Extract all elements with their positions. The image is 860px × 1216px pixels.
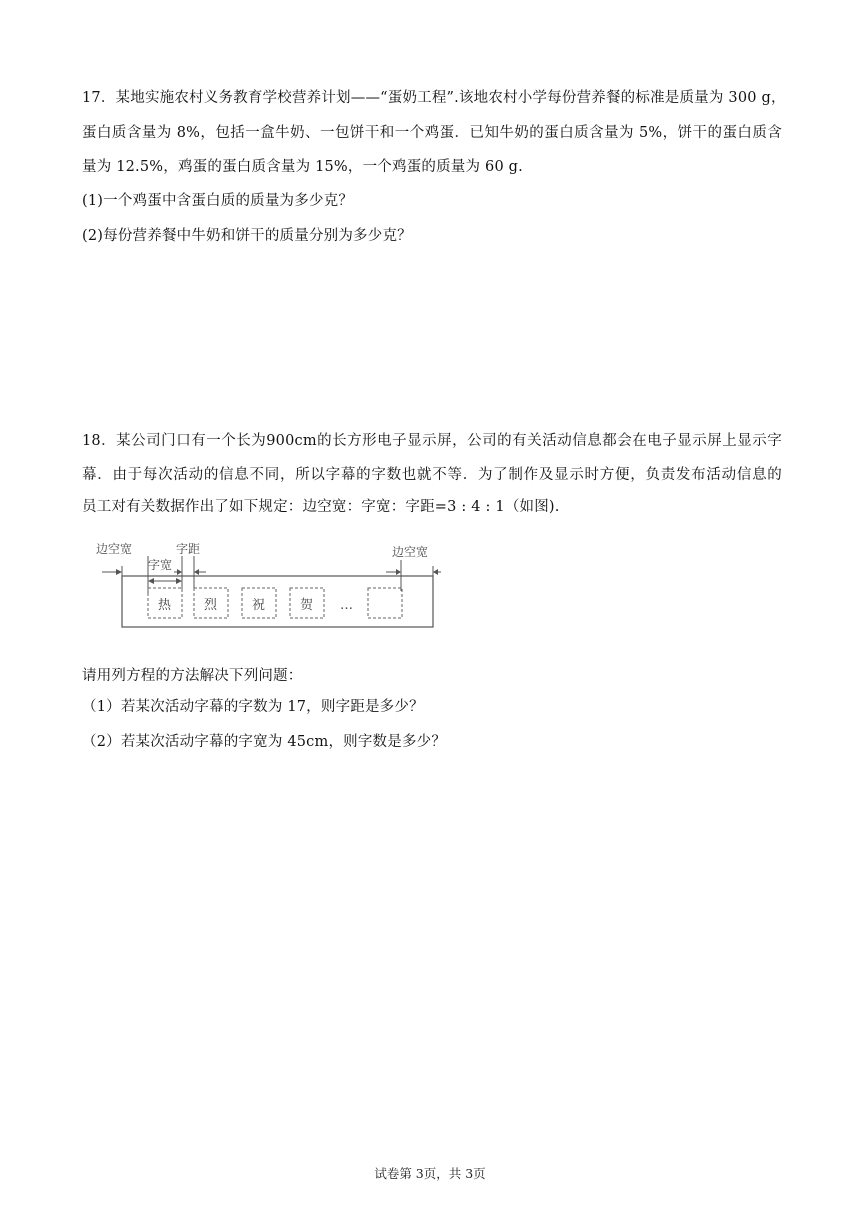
char-1: 热 (158, 598, 172, 613)
char-4: 贺 (300, 598, 314, 613)
char-ellipsis: … (340, 598, 353, 613)
q17-line-2: 蛋白质含量为 8%，包括一盒牛奶、一包饼干和一个鸡蛋．已知牛奶的蛋白质含量为 5%，饼干的蛋白质含 (82, 125, 782, 141)
q18-line-1: 18．某公司门口有一个长为900cm的长方形电子显示屏，公司的有关活动信息都会在电子显示屏上显示字 (82, 433, 782, 449)
char-2: 烈 (204, 598, 218, 613)
q17-line-3: 量为 12.5%，鸡蛋的蛋白质含量为 15%，一个鸡蛋的质量为 60 g. (82, 159, 523, 175)
q18-subquestion-1: （1）若某次活动字幕的字数为 17，则字距是多少？ (82, 699, 424, 715)
char-3: 祝 (252, 598, 266, 613)
q18-line-2: 幕．由于每次活动的信息不同，所以字幕的字数也就不等．为了制作及显示时方便，负责发布活动信息的 (82, 467, 782, 483)
q17-subquestion-1: (1)一个鸡蛋中含蛋白质的质量为多少克？ (82, 193, 354, 209)
label-margin-left: 边空宽 (96, 542, 133, 556)
q18-subquestion-2: （2）若某次活动字幕的字宽为 45cm，则字数是多少？ (82, 734, 447, 750)
screen-layout-figure (96, 536, 441, 636)
q18-line-3: 员工对有关数据作出了如下规定：边空宽：字宽：字距=3 : 4 : 1（如图). (82, 499, 560, 515)
q17-subquestion-2: (2)每份营养餐中牛奶和饼干的质量分别为多少克？ (82, 228, 412, 244)
label-char-spacing: 字距 (176, 542, 201, 556)
q17-line-1: 17．某地实施农村义务教育学校营养计划——“蛋奶工程”.该地农村小学每份营养餐的标准是质量为 300 g， (82, 90, 786, 106)
label-char-width: 字宽 (148, 558, 173, 572)
char-box-last (368, 588, 402, 618)
page-footer: 试卷第 3页，共 3页 (374, 1166, 486, 1181)
q18-instruction: 请用列方程的方法解决下列问题： (82, 668, 303, 684)
label-margin-right: 边空宽 (392, 545, 429, 559)
